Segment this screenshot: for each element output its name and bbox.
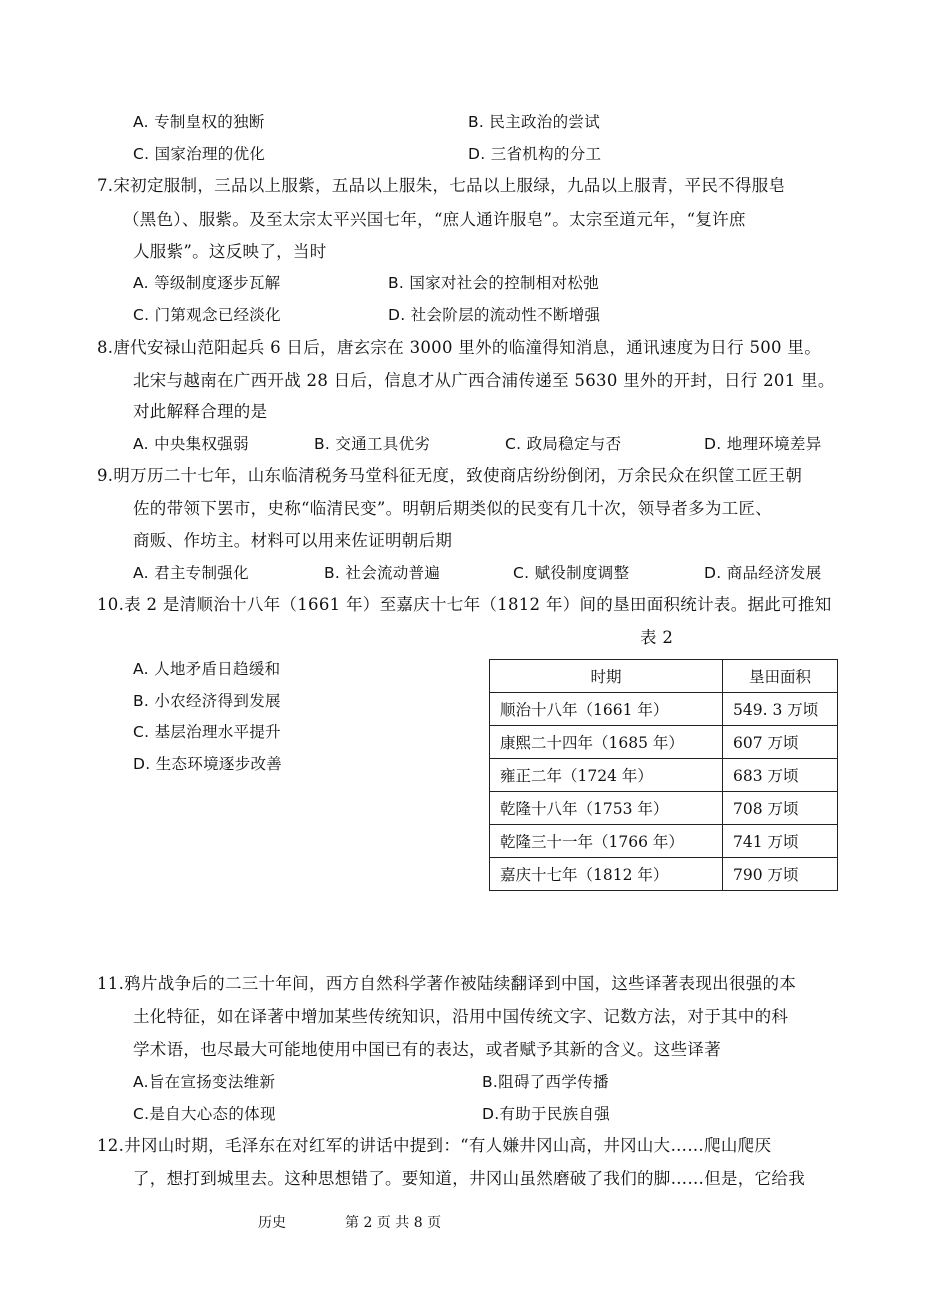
table-cell-area: 708 万顷 xyxy=(723,792,838,825)
q7-stem-line-1: 7.宋初定服制，三品以上服紫，五品以上服朱，七品以上服绿，九品以上服青，平民不得服皂 xyxy=(97,176,786,195)
q10-option-a: A. 人地矛盾日趋缓和 xyxy=(133,660,281,678)
q10-stem: 10.表 2 是清顺治十八年（1661 年）至嘉庆十七年（1812 年）间的垦田面积统计表。据此可推知 xyxy=(97,595,832,614)
table-cell-period: 嘉庆十七年（1812 年） xyxy=(490,858,723,891)
table-header-area: 垦田面积 xyxy=(723,660,838,693)
q9-option-d: D. 商品经济发展 xyxy=(704,564,822,582)
q10-option-b: B. 小农经济得到发展 xyxy=(133,692,281,710)
q11-stem-line-2: 土化特征，如在译著中增加某些传统知识，沿用中国传统文字、记数方法，对于其中的科 xyxy=(133,1007,789,1026)
table-cell-area: 607 万顷 xyxy=(723,726,838,759)
table-row xyxy=(490,759,838,792)
q7-option-a: A. 等级制度逐步瓦解 xyxy=(133,274,281,292)
q8-stem-line-2: 北宋与越南在广西开战 28 日后，信息才从广西合浦传递至 5630 里外的开封，日行 201 里。 xyxy=(133,371,835,390)
table-caption: 表 2 xyxy=(640,628,674,647)
table-cell-period: 雍正二年（1724 年） xyxy=(490,759,723,792)
q9-option-b: B. 社会流动普遍 xyxy=(324,564,441,582)
q7-stem-line-2: （黑色）、服紫。及至太宗太平兴国七年，“庶人通许服皂”。太宗至道元年，“复许庶 xyxy=(123,210,746,229)
q11-option-b: B.阻碍了西学传播 xyxy=(482,1073,609,1091)
q6-option-c: C. 国家治理的优化 xyxy=(133,145,266,163)
table-cell-period: 顺治十八年（1661 年） xyxy=(490,693,723,726)
q8-stem-line-3: 对此解释合理的是 xyxy=(133,402,268,421)
farmland-table xyxy=(489,659,838,891)
table-cell-area: 790 万顷 xyxy=(723,858,838,891)
q8-option-a: A. 中央集权强弱 xyxy=(133,435,249,453)
table-row xyxy=(490,825,838,858)
q11-option-a: A.旨在宣扬变法维新 xyxy=(133,1073,276,1091)
q12-stem-line-2: 了，想打到城里去。这种思想错了。要知道，井冈山虽然磨破了我们的脚……但是，它给我 xyxy=(133,1169,805,1188)
q6-option-d: D. 三省机构的分工 xyxy=(468,145,602,163)
q9-option-a: A. 君主专制强化 xyxy=(133,564,249,582)
q6-option-b: B. 民主政治的尝试 xyxy=(468,113,600,131)
q11-option-c: C.是自大心态的体现 xyxy=(133,1105,276,1123)
q8-option-c: C. 政局稳定与否 xyxy=(505,435,622,453)
q8-stem-line-1: 8.唐代安禄山范阳起兵 6 日后，唐玄宗在 3000 里外的临潼得知消息，通讯速度为日行 500 里。 xyxy=(97,338,821,357)
q7-option-d: D. 社会阶层的流动性不断增强 xyxy=(388,306,601,324)
table-row xyxy=(490,858,838,891)
table-cell-area: 683 万顷 xyxy=(723,759,838,792)
q9-stem-line-1: 9.明万历二十七年，山东临清税务马堂科征无度，致使商店纷纷倒闭，万余民众在织筐工匠王朝 xyxy=(97,466,803,485)
table-header-period: 时期 xyxy=(490,660,723,693)
q10-option-c: C. 基层治理水平提升 xyxy=(133,723,281,741)
table-cell-area: 741 万顷 xyxy=(723,825,838,858)
q9-option-c: C. 赋役制度调整 xyxy=(513,564,630,582)
q6-option-a: A. 专制皇权的独断 xyxy=(133,113,265,131)
q12-stem-line-1: 12.井冈山时期，毛泽东在对红军的讲话中提到：“有人嫌井冈山高，井冈山大……爬山爬厌 xyxy=(97,1136,772,1155)
q7-option-b: B. 国家对社会的控制相对松弛 xyxy=(388,274,599,292)
footer-page-number: 第 2 页 共 8 页 xyxy=(345,1215,442,1231)
table-header-row xyxy=(490,660,838,693)
q7-option-c: C. 门第观念已经淡化 xyxy=(133,306,281,324)
table-cell-area: 549. 3 万顷 xyxy=(723,693,838,726)
footer-subject: 历史 xyxy=(258,1215,286,1231)
q9-stem-line-2: 佐的带领下罢市，史称“临清民变”。明朝后期类似的民变有几十次，领导者多为工匠、 xyxy=(133,499,773,518)
table-row xyxy=(490,792,838,825)
q8-option-d: D. 地理环境差异 xyxy=(704,435,822,453)
q8-option-b: B. 交通工具优劣 xyxy=(314,435,431,453)
table-row xyxy=(490,693,838,726)
q10-option-d: D. 生态环境逐步改善 xyxy=(133,755,283,773)
table-cell-period: 康熙二十四年（1685 年） xyxy=(490,726,723,759)
q11-option-d: D.有助于民族自强 xyxy=(482,1105,611,1123)
table-cell-period: 乾隆十八年（1753 年） xyxy=(490,792,723,825)
table-row xyxy=(490,726,838,759)
q9-stem-line-3: 商贩、作坊主。材料可以用来佐证明朝后期 xyxy=(133,531,453,550)
q11-stem-line-3: 学术语，也尽最大可能地使用中国已有的表达，或者赋予其新的含义。这些译著 xyxy=(133,1040,721,1059)
q7-stem-line-3: 人服紫”。这反映了，当时 xyxy=(133,242,327,261)
table-cell-period: 乾隆三十一年（1766 年） xyxy=(490,825,723,858)
q11-stem-line-1: 11.鸦片战争后的二三十年间，西方自然科学著作被陆续翻译到中国，这些译著表现出很强的本 xyxy=(97,974,797,993)
